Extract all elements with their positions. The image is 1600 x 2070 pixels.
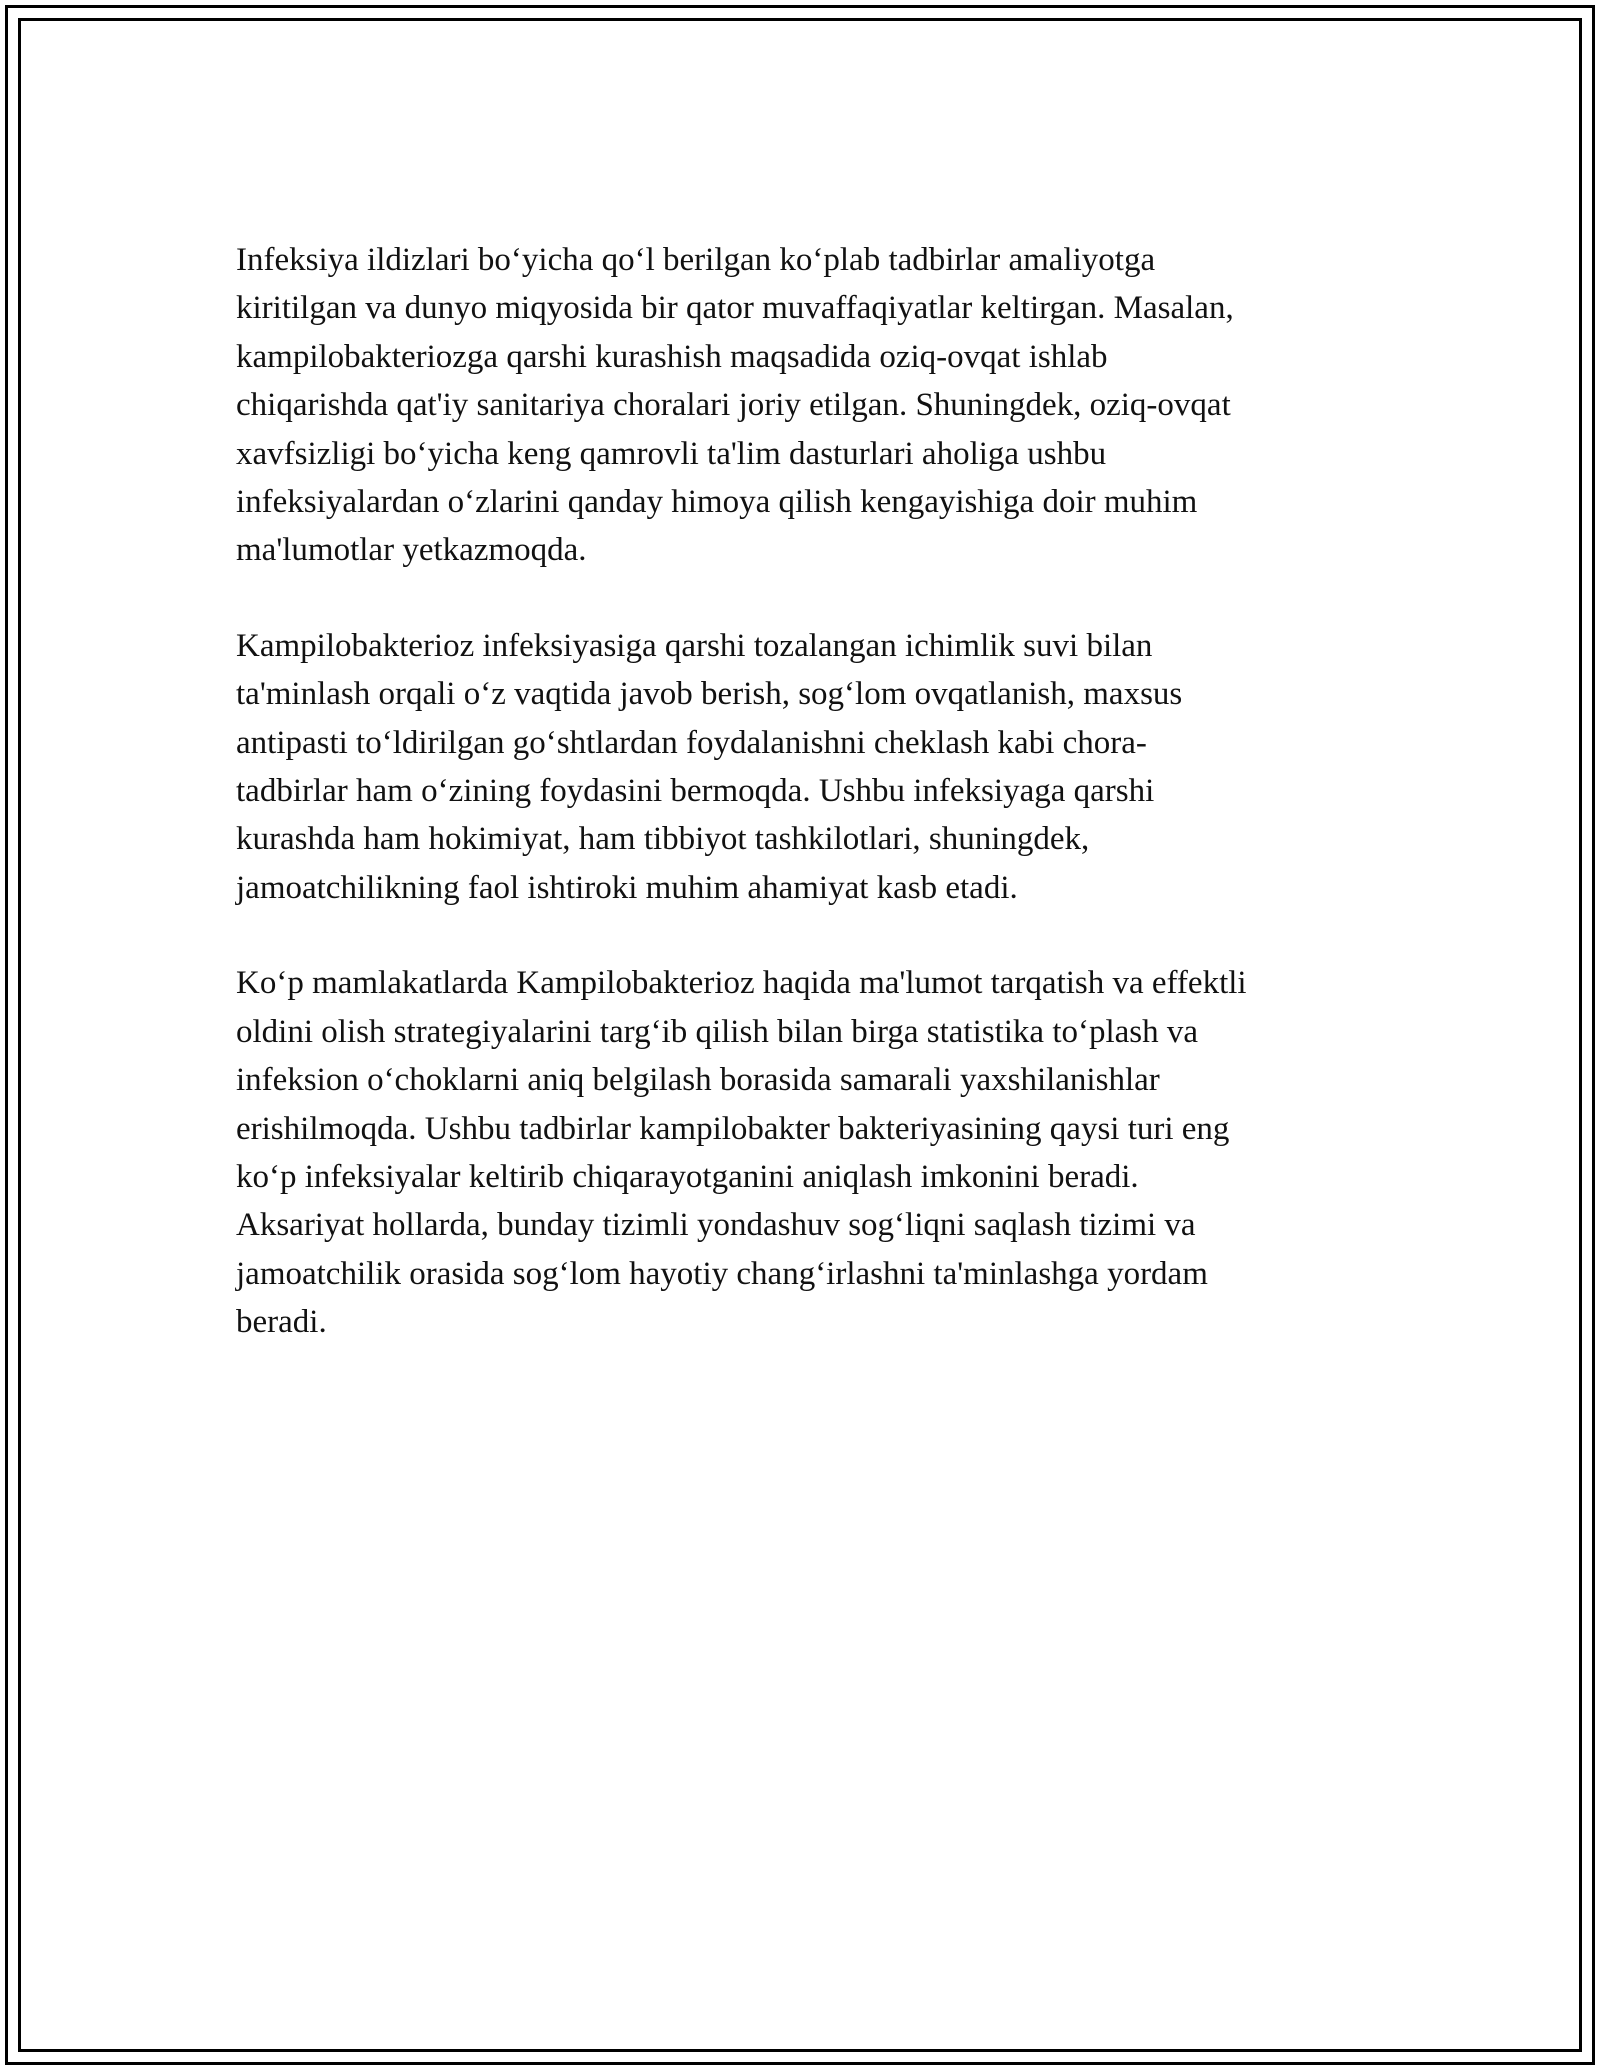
paragraph-1: Infeksiya ildizlari bo‘yicha qo‘l berilgan ko‘plab tadbirlar amaliyotga kiritilgan va dunyo miqyosida bir qator muvaffaqiyatlar keltirgan. Masalan, kampilobakteriozga qarshi kurashish maqsadida oziq-ovqat ishlab chiqarishda qat'iy sanitariya choralari joriy etilgan. Shuningdek, oziq-ovqat xavfsizligi bo‘yicha keng qamrovli ta'lim dasturlari aholiga ushbu infeksiyalardan o‘zlarini qanday himoya qilish kengayishiga doir muhim ma'lumotlar yetkazmoqda.	[236, 242, 1234, 569]
paragraph-2: Kampilobakterioz infeksiyasiga qarshi tozalangan ichimlik suvi bilan ta'minlash orqali o‘z vaqtida javob berish, sog‘lom ovqatlanish, maxsus antipasti to‘ldirilgan go‘shtlardan foydalanishni cheklash kabi chora- tadbirlar ham o‘zining foydasini bermoqda. Ushbu infeksiyaga qarshi kurashda ham hokimiyat, ham tibbiyot tashkilotlari, shuningdek, jamoatchilikning faol ishtiroki muhim ahamiyat kasb etadi.	[236, 627, 1183, 906]
paragraph-3: Ko‘p mamlakatlarda Kampilobakterioz haqida ma'lumot tarqatish va effektli oldini olish strategiyalarini targ‘ib qilish bilan birga statistika to‘plash va infeksion o‘choklarni aniq belgilash borasida samarali yaxshilanishlar erishilmoqda. Ushbu tadbirlar kampilobakter bakteriyasining qaysi turi eng ko‘p infeksiyalar keltirib chiqarayotganini aniqlash imkonini beradi. Aksariyat hollarda, bunday tizimli yondashuv sog‘liqni saqlash tizimi va jamoatchilik orasida sog‘lom hayotiy chang‘irlashni ta'minlashga yordam beradi.	[236, 965, 1247, 1341]
document-body	[236, 236, 1376, 1347]
